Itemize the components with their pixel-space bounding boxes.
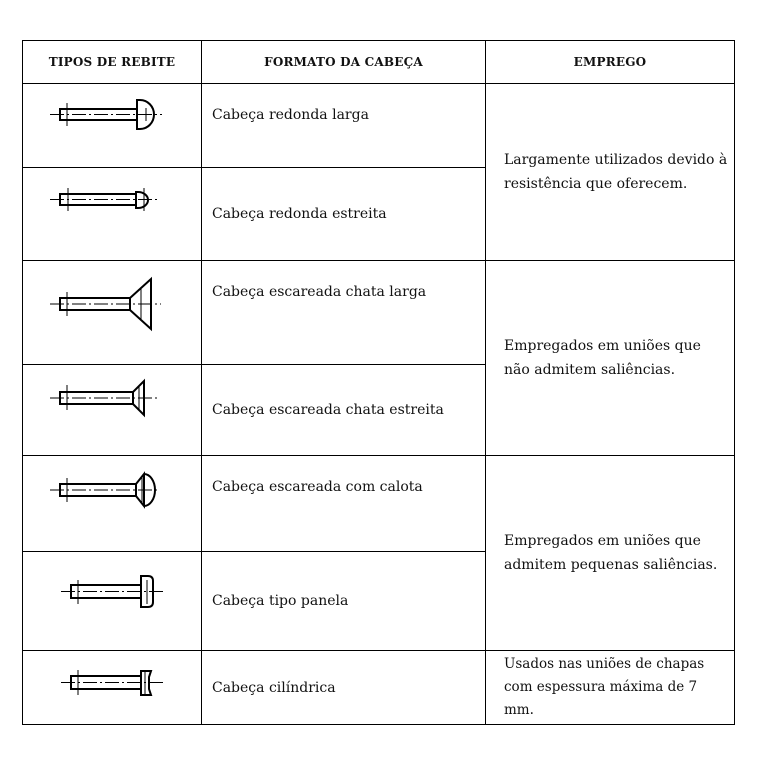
table-row (23, 651, 735, 725)
use-cell (486, 456, 735, 651)
round-head-narrow-rivet-icon (47, 180, 177, 220)
header-head-format: FORMATO DA CABEÇA (202, 41, 486, 84)
rivet-type-cell (23, 168, 202, 261)
use-cell (486, 261, 735, 456)
head-format-cell: Cabeça escareada com calota (202, 456, 486, 552)
table-row (23, 84, 735, 168)
header-row (23, 41, 735, 84)
rivet-type-cell (23, 552, 202, 651)
head-format-cell: Cabeça cilíndrica (202, 651, 486, 725)
use-cell (486, 651, 735, 725)
rivet-type-cell (23, 456, 202, 552)
pan-head-rivet-icon (47, 564, 177, 620)
head-format-cell: Cabeça redonda estreita (202, 168, 486, 261)
use-text-line: resistência que oferecem. (504, 176, 688, 192)
rivet-type-cell (23, 365, 202, 456)
use-text-line: admitem pequenas saliências. (504, 557, 718, 573)
use-text-line: não admitem saliências. (504, 362, 676, 378)
header-rivet-types: TIPOS DE REBITE (23, 41, 202, 84)
use-text-line: Usados nas uniões de chapas (504, 656, 705, 672)
head-format-cell: Cabeça redonda larga (202, 84, 486, 168)
countersunk-cap-rivet-icon (47, 468, 177, 516)
table-row (23, 261, 735, 365)
rivet-types-table (22, 40, 735, 725)
table-row (23, 456, 735, 552)
head-format-cell: Cabeça escareada chata estreita (202, 365, 486, 456)
use-text-line: com espessura máxima de 7 mm. (504, 679, 698, 718)
use-cell (486, 84, 735, 261)
head-format-cell: Cabeça tipo panela (202, 552, 486, 651)
header-use: EMPREGO (486, 41, 735, 84)
head-format-cell: Cabeça escareada chata larga (202, 261, 486, 365)
cylindrical-head-rivet-icon (47, 663, 177, 707)
use-text-line: Empregados em uniões que (504, 533, 701, 549)
rivet-type-cell (23, 261, 202, 365)
rivet-type-cell (23, 84, 202, 168)
countersunk-flat-narrow-rivet-icon (47, 377, 177, 421)
countersunk-flat-large-rivet-icon (47, 273, 177, 333)
rivet-type-cell (23, 651, 202, 725)
use-text-line: Empregados em uniões que (504, 338, 701, 354)
use-text-line: Largamente utilizados devido à (504, 152, 728, 168)
round-head-large-rivet-icon (47, 96, 177, 136)
